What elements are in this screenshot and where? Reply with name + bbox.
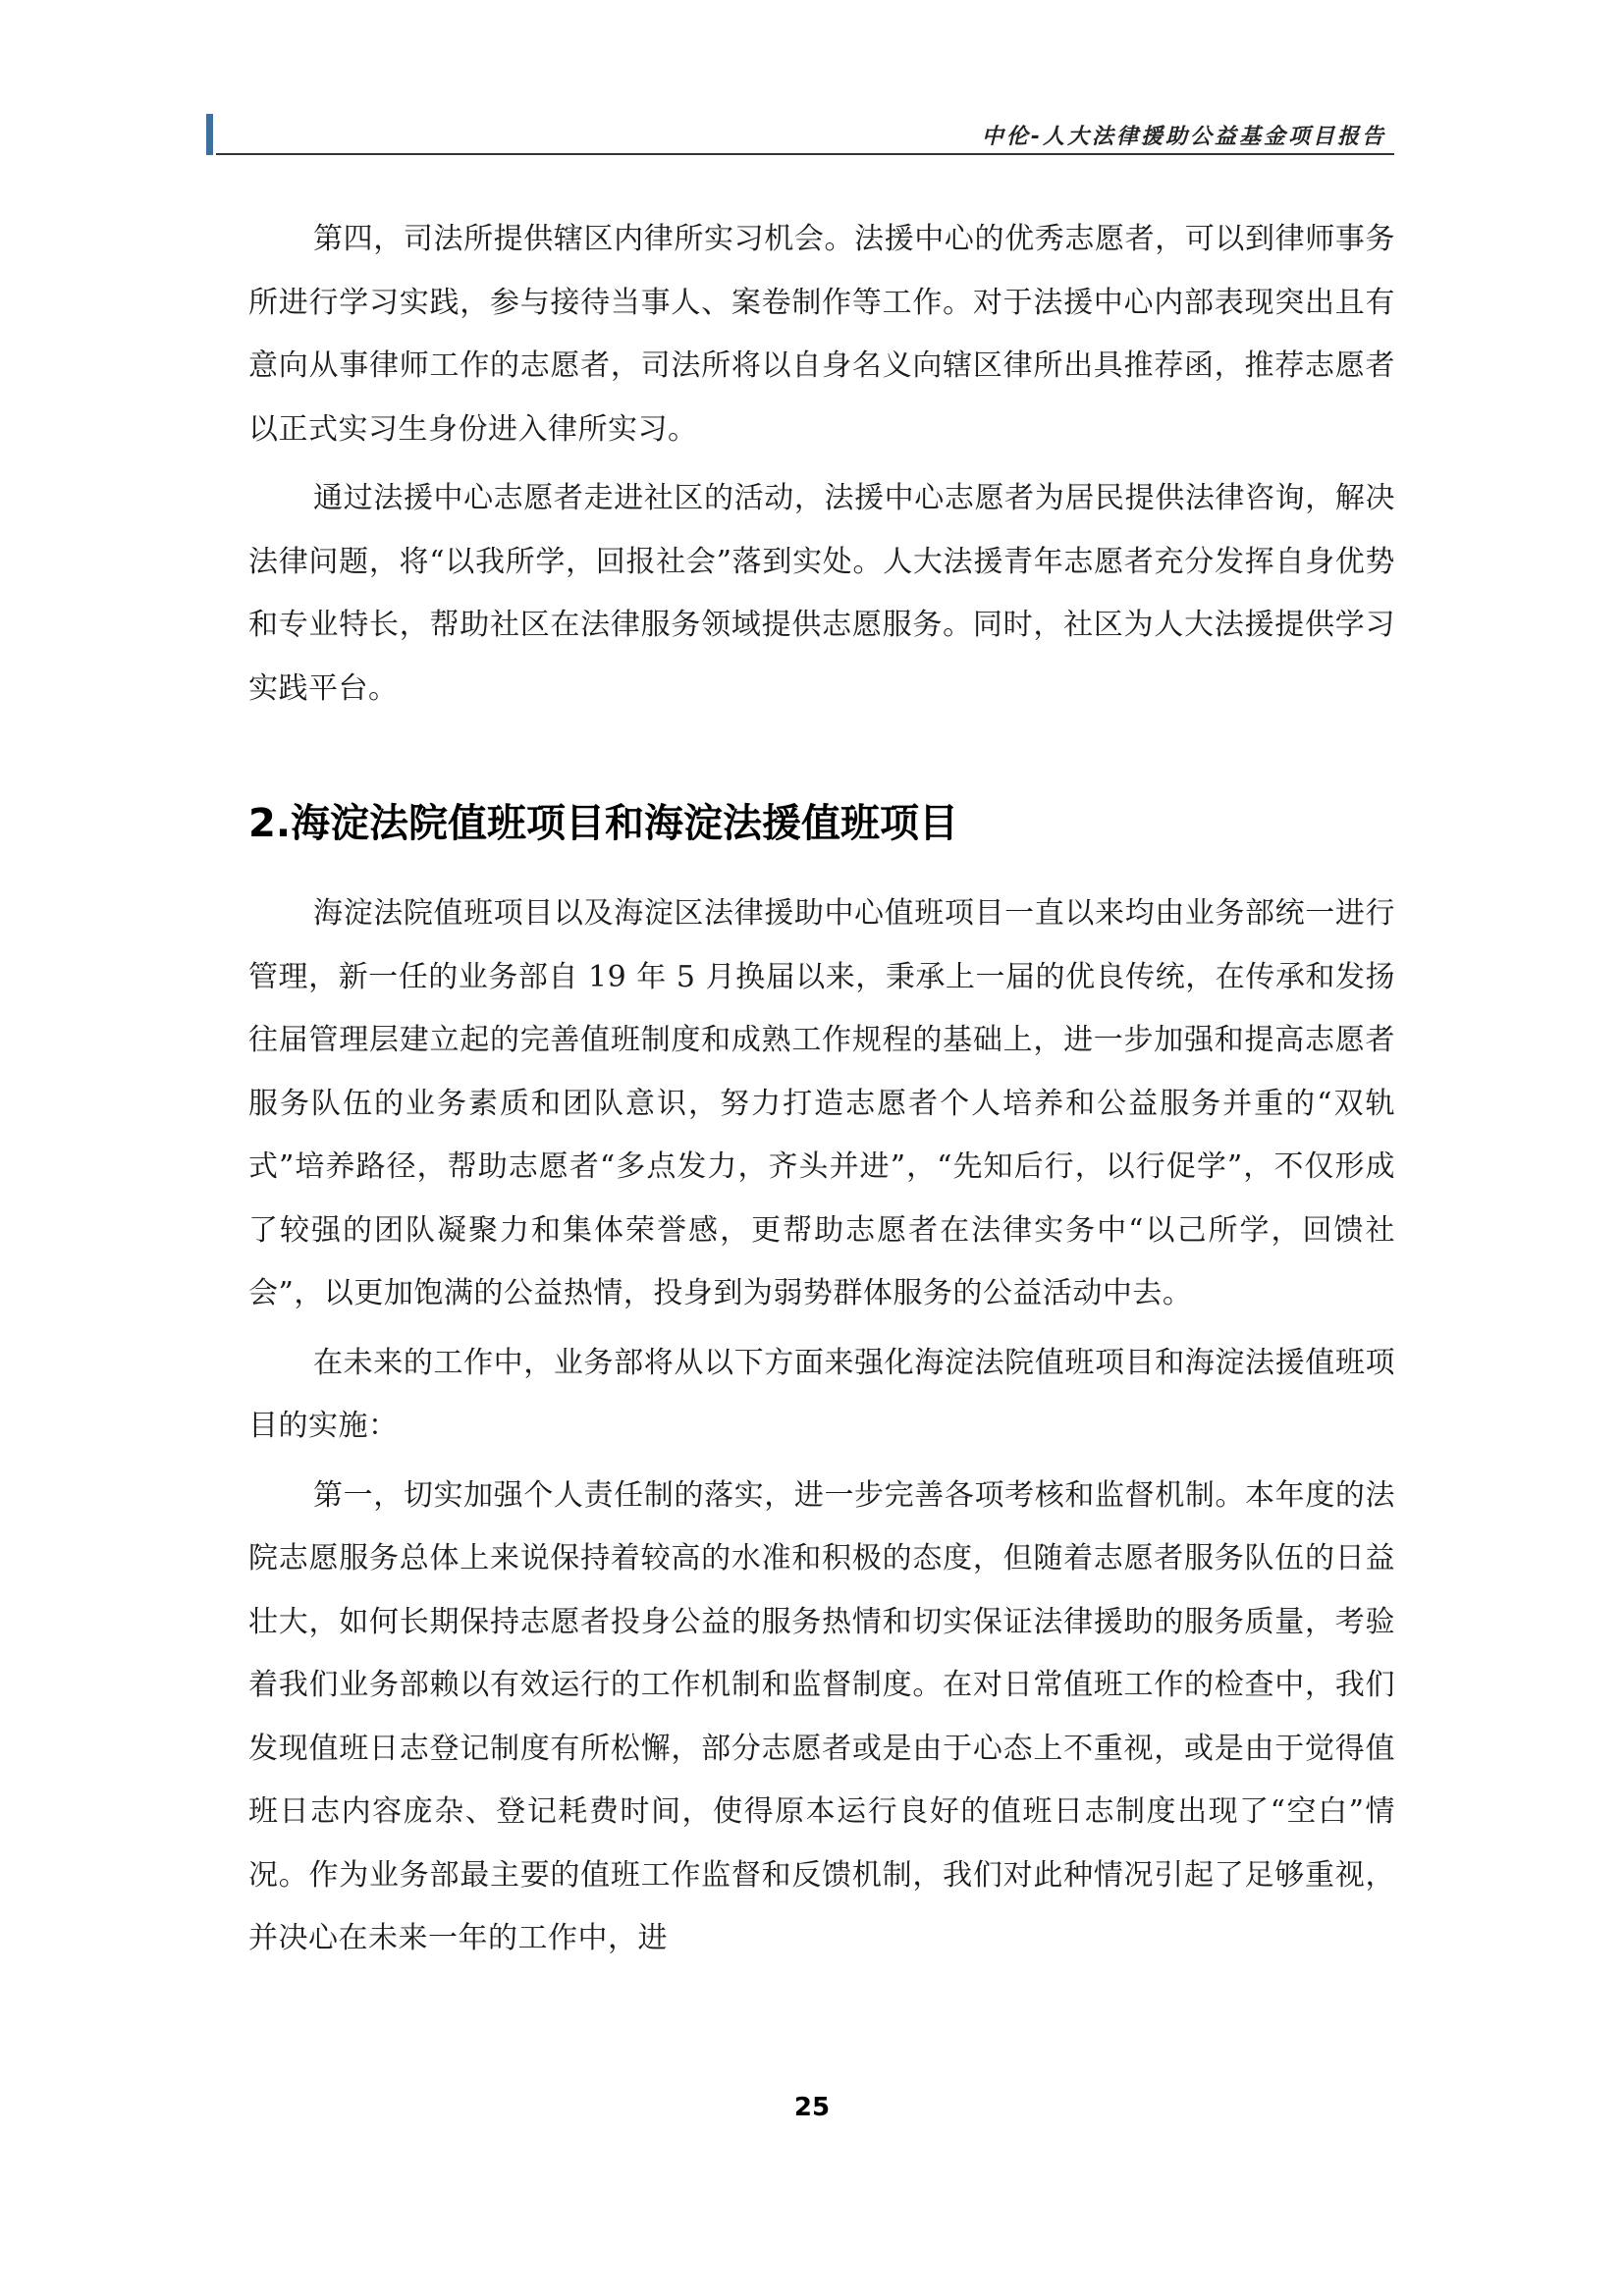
body-paragraph: 第四，司法所提供辖区内律所实习机会。法援中心的优秀志愿者，可以到律师事务所进行学习实践，参与接待当事人、案卷制作等工作。对于法援中心内部表现突出且有意向从事律师工作的志愿者，司法所将以自身名义向辖区律所出具推荐函，推荐志愿者以正式实习生身份进入律所实习。 — [248, 222, 1395, 447]
page-body — [248, 208, 1395, 1977]
section-heading: 2.海淀法院值班项目和海淀法援值班项目 — [248, 801, 959, 846]
header-title: 中伦-人大法律援助公益基金项目报告 — [981, 125, 1386, 149]
header-accent-bar — [206, 114, 213, 155]
body-paragraph: 在未来的工作中，业务部将从以下方面来强化海淀法院值班项目和海淀法援值班项目的实施： — [248, 1345, 1395, 1443]
header-rule — [216, 153, 1394, 155]
page-number: 25 — [793, 2093, 831, 2122]
page-header — [206, 110, 1394, 155]
body-paragraph: 第一，切实加强个人责任制的落实，进一步完善各项考核和监督机制。本年度的法院志愿服务总体上来说保持着较高的水准和积极的态度，但随着志愿者服务队伍的日益壮大，如何长期保持志愿者投身公益的服务热情和切实保证法律援助的服务质量，考验着我们业务部赖以有效运行的工作机制和监督制度。在对日常值班工作的检查中，我们发现值班日志登记制度有所松懈，部分志愿者或是由于心态上不重视，或是由于觉得值班日志内容庞杂、登记耗费时间，使得原本运行良好的值班日志制度出现了“空白”情况。作为业务部最主要的值班工作监督和反馈机制，我们对此种情况引起了足够重视，并决心在未来一年的工作中，进 — [248, 1477, 1395, 1955]
body-paragraph: 通过法援中心志愿者走进社区的活动，法援中心志愿者为居民提供法律咨询，解决法律问题，将“以我所学，回报社会”落到实处。人大法援青年志愿者充分发挥自身优势和专业特长，帮助社区在法律服务领域提供志愿服务。同时，社区为人大法援提供学习实践平台。 — [248, 481, 1395, 706]
body-paragraph: 海淀法院值班项目以及海淀区法律援助中心值班项目一直以来均由业务部统一进行管理，新一任的业务部自 19 年 5 月换届以来，秉承上一届的优良传统，在传承和发扬往届管理层建立起的完善值班制度和成熟工作规程的基础上，进一步加强和提高志愿者服务队伍的业务素质和团队意识，努力打造志愿者个人培养和公益服务并重的“双轨式”培养路径，帮助志愿者“多点发力，齐头并进”，“先知后行，以行促学”，不仅形成了较强的团队凝聚力和集体荣誉感，更帮助志愿者在法律实务中“以己所学，回馈社会”，以更加饱满的公益热情，投身到为弱势群体服务的公益活动中去。 — [248, 896, 1395, 1310]
